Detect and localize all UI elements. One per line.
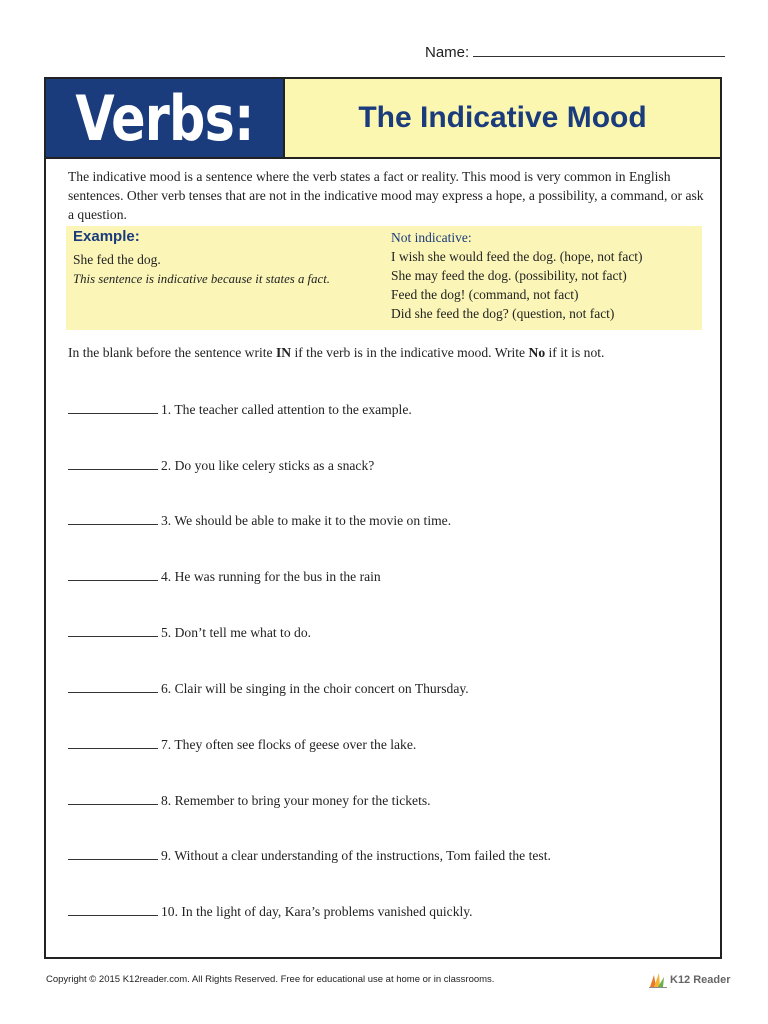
question-text: 3. We should be able to make it to the movie on time. <box>161 513 452 528</box>
question-item <box>68 736 416 753</box>
instructions <box>68 345 604 361</box>
answer-blank[interactable] <box>68 624 158 637</box>
question-item <box>68 903 473 920</box>
not-indicative-item: I wish she would feed the dog. (hope, not fact) <box>391 249 643 264</box>
question-item <box>68 401 412 418</box>
verbs-banner <box>46 79 283 157</box>
logo-text: K12 Reader <box>670 974 731 986</box>
question-item <box>68 568 381 585</box>
not-indicative-item: Did she feed the dog? (question, not fact) <box>391 306 615 321</box>
answer-blank[interactable] <box>68 401 158 414</box>
answer-blank[interactable] <box>68 512 158 525</box>
k12reader-logo[interactable] <box>648 970 731 990</box>
answer-blank[interactable] <box>68 736 158 749</box>
copyright-footer: Copyright © 2015 K12reader.com. All Rights Reserved. Free for educational use at home or in classrooms. <box>46 974 495 985</box>
example-heading: Example: <box>73 228 140 245</box>
k12reader-leaf-logo-icon <box>648 971 668 989</box>
question-item <box>68 457 374 474</box>
example-box <box>66 226 702 330</box>
intro-paragraph: The indicative mood is a sentence where the verb states a fact or reality. This mood is very common in English sentences. Other verb tenses that are not in the indicative mood may express a hope, a possibility, a command, or ask a question. <box>68 169 704 222</box>
question-text: 9. Without a clear understanding of the instructions, Tom failed the test. <box>161 848 551 863</box>
not-indicative-item: Feed the dog! (command, not fact) <box>391 287 579 302</box>
instructions-text: if the verb is in the indicative mood. Write <box>291 345 529 360</box>
question-text: 4. He was running for the bus in the rain <box>161 569 381 584</box>
question-item <box>68 792 431 809</box>
worksheet-frame <box>44 77 722 959</box>
instructions-in-keyword: IN <box>275 345 292 360</box>
answer-blank[interactable] <box>68 568 158 581</box>
instructions-no-keyword: No <box>528 345 546 360</box>
question-text: 5. Don’t tell me what to do. <box>161 625 312 640</box>
name-field <box>425 42 725 61</box>
answer-blank[interactable] <box>68 903 158 916</box>
example-note: This sentence is indicative because it states a fact. <box>73 272 330 286</box>
question-item <box>68 680 469 697</box>
not-indicative-label: Not indicative: <box>391 230 472 245</box>
instructions-text: In the blank before the sentence write <box>68 345 276 360</box>
name-blank-line[interactable] <box>473 42 725 57</box>
not-indicative-list <box>391 228 643 323</box>
answer-blank[interactable] <box>68 792 158 805</box>
answer-blank[interactable] <box>68 457 158 470</box>
question-text: 10. In the light of day, Kara’s problems vanished quickly. <box>161 904 473 919</box>
question-text: 1. The teacher called attention to the example. <box>161 402 412 417</box>
question-text: 7. They often see flocks of geese over the lake. <box>161 737 417 752</box>
example-sentence: She fed the dog. <box>73 252 161 267</box>
worksheet-header <box>46 79 720 159</box>
verbs-label: Verbs: <box>75 81 254 155</box>
question-text: 6. Clair will be singing in the choir concert on Thursday. <box>161 681 469 696</box>
question-text: 2. Do you like celery sticks as a snack? <box>161 458 375 473</box>
instructions-text: if it is not. <box>545 345 605 360</box>
page-title: The Indicative Mood <box>358 101 647 134</box>
title-banner <box>283 79 720 157</box>
name-label: Name: <box>425 44 470 61</box>
question-text: 8. Remember to bring your money for the tickets. <box>161 793 431 808</box>
question-item <box>68 847 551 864</box>
not-indicative-item: She may feed the dog. (possibility, not fact) <box>391 268 627 283</box>
answer-blank[interactable] <box>68 847 158 860</box>
question-item <box>68 624 311 641</box>
question-item <box>68 512 451 529</box>
answer-blank[interactable] <box>68 680 158 693</box>
